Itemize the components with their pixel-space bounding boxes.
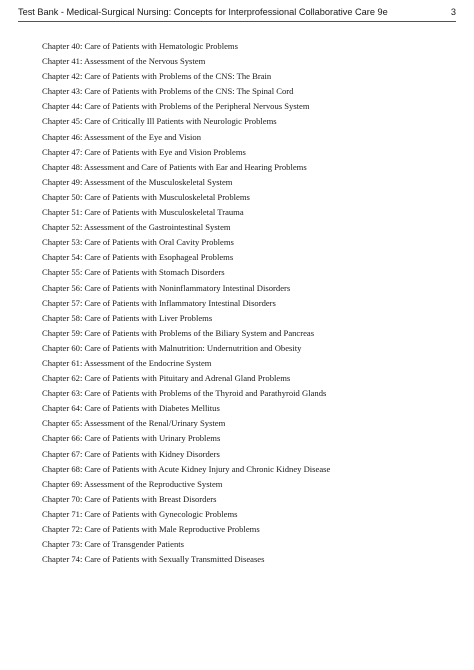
chapter-list-item: Chapter 40: Care of Patients with Hematologic Problems <box>42 41 238 51</box>
chapter-list-item: Chapter 46: Assessment of the Eye and Vision <box>42 131 202 142</box>
chapter-list-item: Chapter 73: Care of Transgender Patients <box>42 539 185 550</box>
chapter-list-item: Chapter 59: Care of Patients with Problems of the Biliary System and Pancreas <box>42 327 315 338</box>
chapter-list-item: Chapter 55: Care of Patients with Stomach Disorders <box>42 267 225 278</box>
chapter-list-item: Chapter 50: Care of Patients with Musculoskeletal Problems <box>42 191 250 202</box>
chapter-list-item: Chapter 72: Care of Patients with Male Reproductive Problems <box>42 524 260 534</box>
chapter-list-item: Chapter 74: Care of Patients with Sexually Transmitted Diseases <box>42 554 265 565</box>
chapter-list-item: Chapter 62: Care of Patients with Pituitary and Adrenal Gland Problems <box>42 373 291 384</box>
chapter-list-item: Chapter 49: Assessment of the Musculoskeletal System <box>42 176 233 187</box>
chapter-list-item: Chapter 42: Care of Patients with Problems of the CNS: The Brain <box>42 71 272 82</box>
header-rule <box>18 21 456 22</box>
chapter-list-item: Chapter 56: Care of Patients with Noninflammatory Intestinal Disorders <box>42 282 291 293</box>
chapter-list-item: Chapter 53: Care of Patients with Oral Cavity Problems <box>42 237 234 248</box>
chapter-list-item: Chapter 61: Assessment of the Endocrine System <box>42 357 212 368</box>
chapter-list-item: Chapter 45: Care of Critically Ill Patients with Neurologic Problems <box>42 116 277 127</box>
chapter-list-item: Chapter 65: Assessment of the Renal/Urinary System <box>42 418 226 429</box>
chapter-list-item: Chapter 48: Assessment and Care of Patients with Ear and Hearing Problems <box>42 161 307 172</box>
chapter-list-item: Chapter 64: Care of Patients with Diabetes Mellitus <box>42 403 220 414</box>
chapter-list-item: Chapter 57: Care of Patients with Inflammatory Intestinal Disorders <box>42 297 276 308</box>
chapter-list-item: Chapter 71: Care of Patients with Gynecologic Problems <box>42 508 238 519</box>
chapter-list-item: Chapter 54: Care of Patients with Esophageal Problems <box>42 252 234 263</box>
chapter-list-item: Chapter 66: Care of Patients with Urinary Problems <box>42 433 221 444</box>
chapter-list-item: Chapter 58: Care of Patients with Liver Problems <box>42 312 213 323</box>
chapter-list-item: Chapter 63: Care of Patients with Problems of the Thyroid and Parathyroid Glands <box>42 388 327 399</box>
chapter-list-item: Chapter 41: Assessment of the Nervous System <box>42 56 206 67</box>
chapter-list-item: Chapter 60: Care of Patients with Malnutrition: Undernutrition and Obesity <box>42 342 302 353</box>
chapter-list-item: Chapter 68: Care of Patients with Acute Kidney Injury and Chronic Kidney Disease <box>42 463 331 474</box>
page-number: 3 <box>450 7 456 17</box>
chapter-list-item: Chapter 70: Care of Patients with Breast Disorders <box>42 493 217 504</box>
chapter-list <box>42 39 462 567</box>
chapter-list-item: Chapter 47: Care of Patients with Eye and Vision Problems <box>42 146 246 157</box>
page-header <box>18 7 456 21</box>
chapter-list-item: Chapter 52: Assessment of the Gastrointestinal System <box>42 222 231 233</box>
chapter-list-item: Chapter 43: Care of Patients with Problems of the CNS: The Spinal Cord <box>42 86 294 97</box>
header-title: Test Bank - Medical-Surgical Nursing: Concepts for Interprofessional Collaborative Care 9e <box>18 7 388 17</box>
chapter-list-item: Chapter 67: Care of Patients with Kidney Disorders <box>42 448 220 459</box>
chapter-list-item: Chapter 44: Care of Patients with Problems of the Peripheral Nervous System <box>42 101 310 112</box>
chapter-list-item: Chapter 69: Assessment of the Reproductive System <box>42 478 223 489</box>
chapter-list-item: Chapter 51: Care of Patients with Musculoskeletal Trauma <box>42 207 244 218</box>
